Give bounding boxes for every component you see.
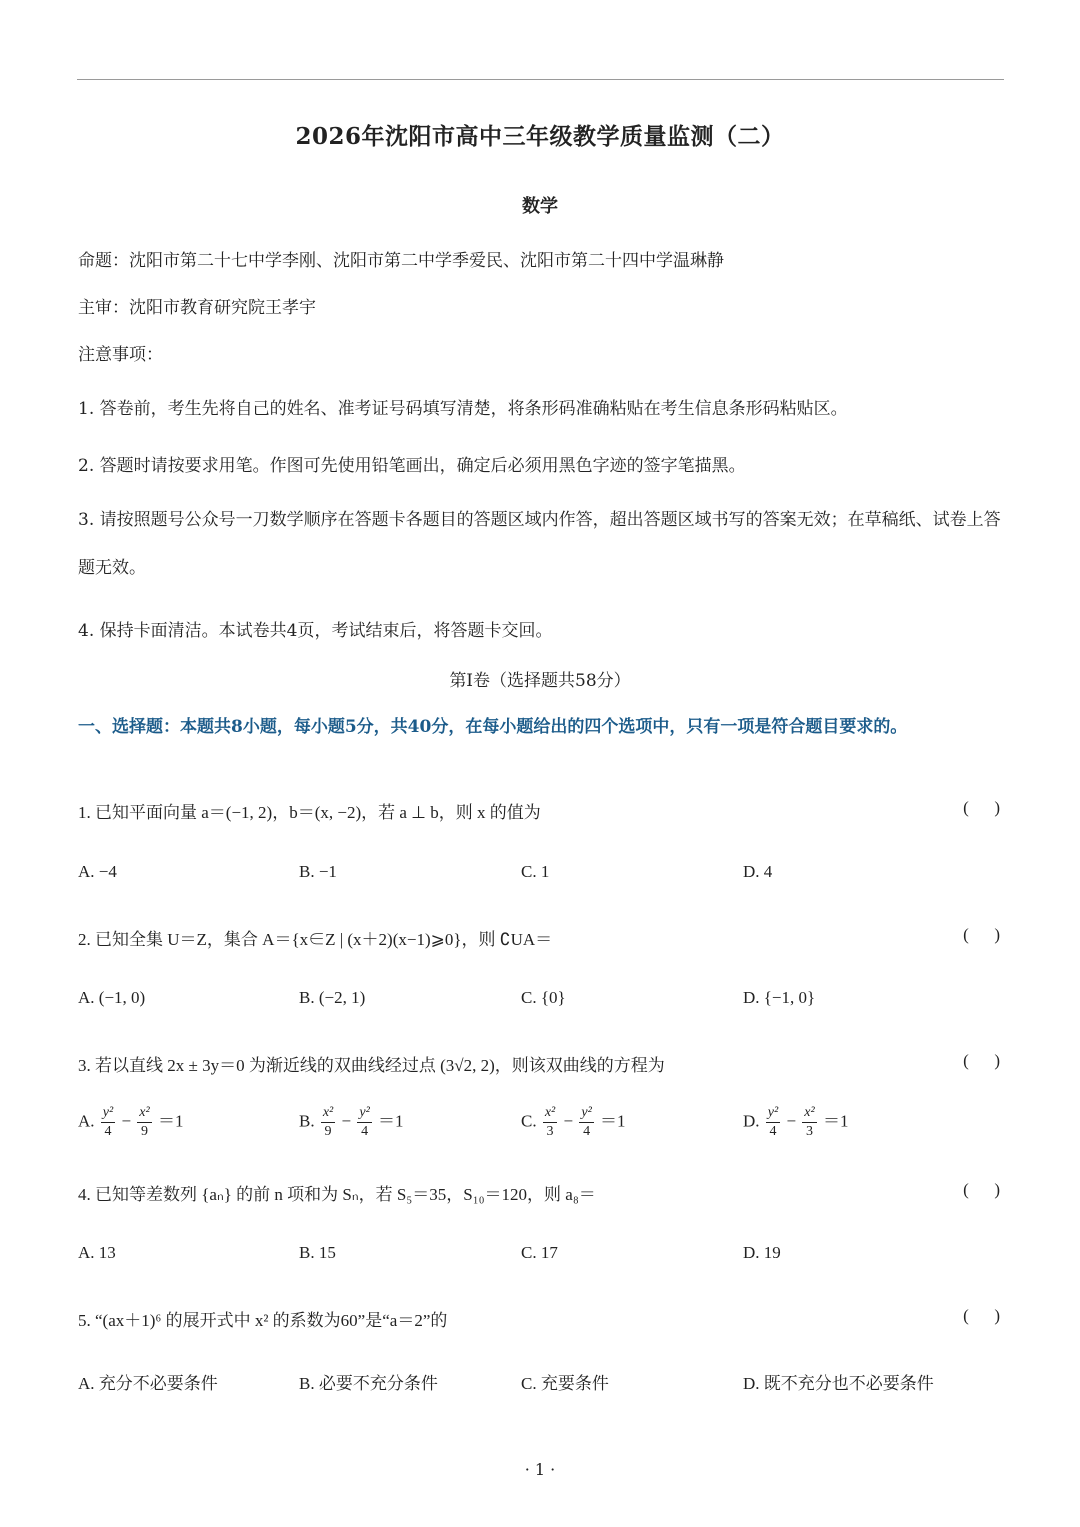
notice-item-2: 2. 答题时请按要求用笔。作图可先使用铅笔画出，确定后必须用黑色字迹的签字笔描黑。 xyxy=(78,456,746,476)
fraction xyxy=(579,1104,593,1141)
question-1-option-c: C. 1 xyxy=(521,862,550,881)
equation-tail: ＝1 xyxy=(157,1111,184,1131)
section-heading: 一、选择题：本题共8小题，每小题5分，共40分，在每小题给出的四个选项中，只有一项是符合题目要求的。 xyxy=(78,717,908,737)
exam-title: 2026年沈阳市高中三年级教学质量监测（二） xyxy=(295,123,785,150)
option-label: D. xyxy=(743,1111,760,1131)
question-1-answer-bracket: ( ) xyxy=(963,798,1000,817)
question-1-stem: 1. 已知平面向量 a＝(−1, 2)，b＝(x, −2)，若 a ⊥ b，则 x 的值为 xyxy=(78,803,541,822)
fraction xyxy=(137,1104,151,1141)
section-title: 第Ⅰ卷（选择题共58分） xyxy=(449,671,631,691)
question-2-option-a: A. (−1, 0) xyxy=(78,988,146,1007)
question-5-option-a: A. 充分不必要条件 xyxy=(78,1374,218,1393)
question-4-option-a: A. 13 xyxy=(78,1243,116,1262)
minus-sign: − xyxy=(121,1111,132,1131)
fraction-denominator: 4 xyxy=(361,1124,369,1139)
fraction xyxy=(321,1104,335,1141)
equation-tail: ＝1 xyxy=(822,1111,849,1131)
fraction-denominator: 4 xyxy=(104,1124,112,1139)
fraction-denominator: 3 xyxy=(546,1124,554,1139)
question-1-option-b: B. −1 xyxy=(299,862,337,881)
equation-tail: ＝1 xyxy=(378,1111,404,1131)
fraction-numerator: y² xyxy=(579,1104,593,1123)
question-5-stem: 5. “(ax＋1)⁶ 的展开式中 x² 的系数为60”是“a＝2”的 xyxy=(78,1311,448,1330)
question-3-option-c xyxy=(521,1104,626,1141)
fraction-denominator: 4 xyxy=(769,1124,777,1139)
question-3-stem: 3. 若以直线 2x ± 3y＝0 为渐近线的双曲线经过点 (3√2, 2)，则该双曲线的方程为 xyxy=(78,1056,665,1075)
fraction xyxy=(802,1104,816,1141)
notice-item-1: 1. 答卷前，考生先将自己的姓名、准考证号码填写清楚，将条形码准确粘贴在考生信息条形码粘贴区。 xyxy=(78,399,848,419)
question-3-option-d xyxy=(743,1104,848,1141)
reviewer-line: 主审：沈阳市教育研究院王孝宇 xyxy=(78,298,316,318)
question-4-answer-bracket: ( ) xyxy=(963,1180,1000,1199)
question-2-stem: 2. 已知全集 U＝Z，集合 A＝{x∈Z | (x＋2)(x−1)⩾0}，则 ∁UA＝ xyxy=(78,930,553,949)
fraction-numerator: x² xyxy=(137,1104,151,1123)
fraction-numerator: x² xyxy=(802,1104,816,1123)
option-label: B. xyxy=(299,1111,315,1131)
top-rule xyxy=(77,79,1004,80)
question-4-option-c: C. 17 xyxy=(521,1243,558,1262)
question-2-option-d: D. {−1, 0} xyxy=(743,988,816,1007)
minus-sign: − xyxy=(786,1111,797,1131)
question-5-option-b: B. 必要不充分条件 xyxy=(299,1374,438,1393)
fraction-denominator: 9 xyxy=(141,1124,148,1139)
exam-subject: 数学 xyxy=(522,196,558,217)
fraction-numerator: y² xyxy=(357,1104,371,1123)
authors-line: 命题：沈阳市第二十七中学李刚、沈阳市第二中学季爱民、沈阳市第二十四中学温琳静 xyxy=(78,251,724,271)
fraction-denominator: 9 xyxy=(324,1124,332,1139)
notice-item-4: 4. 保持卡面清洁。本试卷共4页，考试结束后，将答题卡交回。 xyxy=(78,621,553,641)
fraction xyxy=(101,1104,115,1141)
fraction-numerator: x² xyxy=(321,1104,335,1123)
notice-item-3: 3. 请按照题号公众号一刀数学顺序在答题卡各题目的答题区域内作答，超出答题区域书写的答案无效；在草稿纸、试卷上答题无效。 xyxy=(78,510,1001,578)
fraction-numerator: y² xyxy=(766,1104,780,1123)
minus-sign: − xyxy=(563,1111,574,1131)
fraction-denominator: 3 xyxy=(806,1124,813,1139)
fraction xyxy=(543,1104,557,1141)
question-2-option-b: B. (−2, 1) xyxy=(299,988,366,1007)
question-3-option-a xyxy=(78,1104,183,1141)
minus-sign: − xyxy=(341,1111,352,1131)
question-2-option-c: C. {0} xyxy=(521,988,566,1007)
question-3-option-b xyxy=(299,1104,404,1141)
question-1-option-d: D. 4 xyxy=(743,862,773,881)
fraction-numerator: y² xyxy=(101,1104,115,1123)
question-5-answer-bracket: ( ) xyxy=(963,1306,1000,1325)
question-4-option-d: D. 19 xyxy=(743,1243,781,1262)
page-number: · 1 · xyxy=(524,1460,556,1479)
question-5-option-d: D. 既不充分也不必要条件 xyxy=(743,1374,934,1393)
fraction xyxy=(357,1104,371,1141)
question-5-option-c: C. 充要条件 xyxy=(521,1374,609,1393)
fraction-numerator: x² xyxy=(543,1104,557,1123)
option-label: A. xyxy=(78,1111,95,1131)
question-4-option-b: B. 15 xyxy=(299,1243,336,1262)
question-1-option-a: A. −4 xyxy=(78,862,117,881)
question-3-answer-bracket: ( ) xyxy=(963,1051,1000,1070)
question-2-answer-bracket: ( ) xyxy=(963,925,1000,944)
equation-tail: ＝1 xyxy=(600,1111,626,1131)
notice-label: 注意事项： xyxy=(78,345,163,365)
question-4-stem: 4. 已知等差数列 {aₙ} 的前 n 项和为 Sₙ，若 S₅＝35，S₁₀＝120，则 a₈＝ xyxy=(78,1185,596,1204)
fraction-denominator: 4 xyxy=(583,1124,591,1139)
option-label: C. xyxy=(521,1111,537,1131)
fraction xyxy=(766,1104,780,1141)
